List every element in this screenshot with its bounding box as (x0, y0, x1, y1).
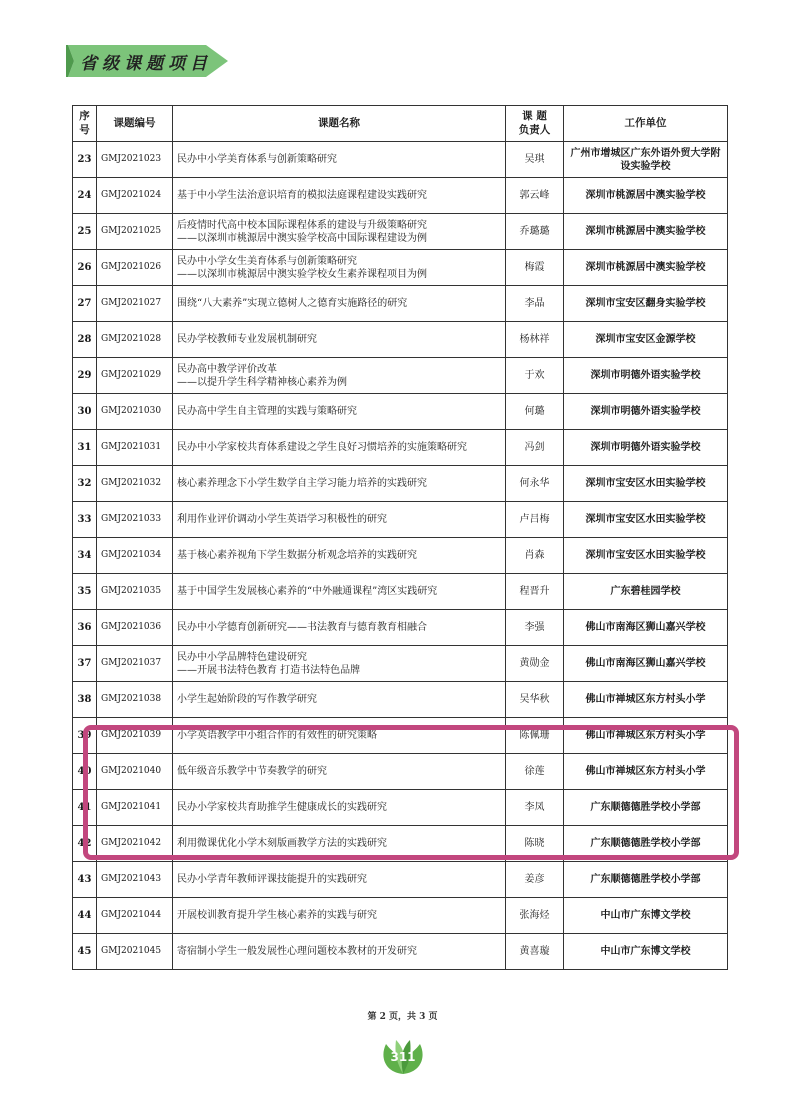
row-title: 民办高中教学评价改革 ——以提升学生科学精神核心素养为例 (173, 358, 506, 394)
row-code: GMJ2021043 (97, 862, 173, 898)
row-person: 李强 (506, 610, 564, 646)
row-index: 39 (73, 718, 97, 754)
section-banner (66, 45, 230, 77)
row-title: 低年级音乐教学中节奏教学的研究 (173, 754, 506, 790)
row-code: GMJ2021042 (97, 826, 173, 862)
row-code: GMJ2021031 (97, 430, 173, 466)
row-code: GMJ2021036 (97, 610, 173, 646)
row-title: 小学生起始阶段的写作教学研究 (173, 682, 506, 718)
row-person: 黄喜璇 (506, 934, 564, 970)
row-code: GMJ2021045 (97, 934, 173, 970)
row-title: 民办高中学生自主管理的实践与策略研究 (173, 394, 506, 430)
row-code: GMJ2021029 (97, 358, 173, 394)
row-title: 民办学校教师专业发展机制研究 (173, 322, 506, 358)
row-code: GMJ2021033 (97, 502, 173, 538)
header-person: 课 题 负责人 (506, 106, 564, 142)
row-person: 梅霞 (506, 250, 564, 286)
project-table (72, 105, 728, 970)
row-person: 何璐 (506, 394, 564, 430)
row-index: 41 (73, 790, 97, 826)
row-title: 民办中小学美育体系与创新策略研究 (173, 142, 506, 178)
row-unit: 深圳市明德外语实验学校 (564, 358, 728, 394)
row-index: 43 (73, 862, 97, 898)
row-code: GMJ2021025 (97, 214, 173, 250)
table-header-row (73, 106, 728, 142)
row-person: 于欢 (506, 358, 564, 394)
table-row (73, 754, 728, 790)
row-code: GMJ2021028 (97, 322, 173, 358)
row-index: 29 (73, 358, 97, 394)
row-index: 42 (73, 826, 97, 862)
row-title: 民办中小学家校共育体系建设之学生良好习惯培养的实施策略研究 (173, 430, 506, 466)
table-row (73, 610, 728, 646)
row-unit: 佛山市南海区狮山嘉兴学校 (564, 646, 728, 682)
row-code: GMJ2021040 (97, 754, 173, 790)
row-index: 40 (73, 754, 97, 790)
table-row (73, 646, 728, 682)
table-row (73, 358, 728, 394)
page-note: 第 2 页，共 3 页 (367, 1012, 438, 1022)
row-unit: 深圳市宝安区水田实验学校 (564, 502, 728, 538)
row-person: 乔璐璐 (506, 214, 564, 250)
row-person: 程晋升 (506, 574, 564, 610)
table-row (73, 574, 728, 610)
row-code: GMJ2021027 (97, 286, 173, 322)
row-person: 陈佩珊 (506, 718, 564, 754)
row-unit: 佛山市禅城区东方村头小学 (564, 718, 728, 754)
row-index: 28 (73, 322, 97, 358)
row-index: 33 (73, 502, 97, 538)
table-row (73, 682, 728, 718)
table-row (73, 466, 728, 502)
row-unit: 广东顺德德胜学校小学部 (564, 862, 728, 898)
row-code: GMJ2021026 (97, 250, 173, 286)
row-unit: 广东顺德德胜学校小学部 (564, 790, 728, 826)
row-title: 小学英语教学中小组合作的有效性的研究策略 (173, 718, 506, 754)
row-unit: 深圳市宝安区金源学校 (564, 322, 728, 358)
row-code: GMJ2021041 (97, 790, 173, 826)
row-person: 何永华 (506, 466, 564, 502)
row-code: GMJ2021039 (97, 718, 173, 754)
row-index: 27 (73, 286, 97, 322)
row-unit: 中山市广东博文学校 (564, 898, 728, 934)
row-index: 23 (73, 142, 97, 178)
row-title: 后疫情时代高中校本国际课程体系的建设与升级策略研究 ——以深圳市桃源居中澳实验学校高中国际课程建设为例 (173, 214, 506, 250)
row-title: 寄宿制小学生一般发展性心理问题校本教材的开发研究 (173, 934, 506, 970)
table-row (73, 502, 728, 538)
row-unit: 深圳市宝安区翻身实验学校 (564, 286, 728, 322)
row-unit: 佛山市禅城区东方村头小学 (564, 682, 728, 718)
header-title: 课题名称 (173, 106, 506, 142)
row-index: 45 (73, 934, 97, 970)
row-index: 24 (73, 178, 97, 214)
header-unit: 工作单位 (564, 106, 728, 142)
table-row (73, 538, 728, 574)
row-person: 吴华秋 (506, 682, 564, 718)
row-code: GMJ2021023 (97, 142, 173, 178)
row-code: GMJ2021038 (97, 682, 173, 718)
table-row (73, 214, 728, 250)
row-person: 杨林祥 (506, 322, 564, 358)
row-title: 开展校训教育提升学生核心素养的实践与研究 (173, 898, 506, 934)
row-title: 民办小学青年教师评课技能提升的实践研究 (173, 862, 506, 898)
row-index: 38 (73, 682, 97, 718)
row-code: GMJ2021024 (97, 178, 173, 214)
table-row (73, 718, 728, 754)
row-person: 陈晓 (506, 826, 564, 862)
row-title: 基于中国学生发展核心素养的“中外融通课程”湾区实践研究 (173, 574, 506, 610)
row-index: 32 (73, 466, 97, 502)
row-index: 36 (73, 610, 97, 646)
row-person: 徐莲 (506, 754, 564, 790)
table-row (73, 142, 728, 178)
row-person: 李凤 (506, 790, 564, 826)
row-index: 37 (73, 646, 97, 682)
header-index: 序号 (73, 106, 97, 142)
row-code: GMJ2021030 (97, 394, 173, 430)
row-code: GMJ2021037 (97, 646, 173, 682)
row-title: 利用作业评价调动小学生英语学习积极性的研究 (173, 502, 506, 538)
table-row (73, 286, 728, 322)
table-row (73, 250, 728, 286)
row-code: GMJ2021032 (97, 466, 173, 502)
row-unit: 佛山市南海区狮山嘉兴学校 (564, 610, 728, 646)
table-row (73, 178, 728, 214)
row-unit: 深圳市宝安区水田实验学校 (564, 466, 728, 502)
table-row (73, 394, 728, 430)
row-index: 30 (73, 394, 97, 430)
row-index: 34 (73, 538, 97, 574)
row-unit: 广东碧桂园学校 (564, 574, 728, 610)
row-title: 围绕“八大素养”实现立德树人之德育实施路径的研究 (173, 286, 506, 322)
row-person: 肖森 (506, 538, 564, 574)
row-index: 31 (73, 430, 97, 466)
header-code: 课题编号 (97, 106, 173, 142)
row-unit: 深圳市宝安区水田实验学校 (564, 538, 728, 574)
row-person: 姜彦 (506, 862, 564, 898)
row-person: 冯剑 (506, 430, 564, 466)
table-row (73, 322, 728, 358)
row-unit: 深圳市桃源居中澳实验学校 (564, 178, 728, 214)
row-title: 利用微课优化小学木刻版画教学方法的实践研究 (173, 826, 506, 862)
section-title: 省级课题项目 (80, 54, 212, 74)
table-row (73, 862, 728, 898)
row-unit: 深圳市明德外语实验学校 (564, 430, 728, 466)
row-title: 民办中小学女生美育体系与创新策略研究 ——以深圳市桃源居中澳实验学校女生素养课程项目为例 (173, 250, 506, 286)
row-unit: 中山市广东博文学校 (564, 934, 728, 970)
table-row (73, 826, 728, 862)
table-row (73, 934, 728, 970)
row-title: 核心素养理念下小学生数学自主学习能力培养的实践研究 (173, 466, 506, 502)
row-title: 民办小学家校共育助推学生健康成长的实践研究 (173, 790, 506, 826)
page-number: 311 (390, 1050, 416, 1064)
row-index: 25 (73, 214, 97, 250)
table-row (73, 898, 728, 934)
row-index: 26 (73, 250, 97, 286)
row-title: 基于中小学生法治意识培育的模拟法庭课程建设实践研究 (173, 178, 506, 214)
row-title: 民办中小学品牌特色建设研究 ——开展书法特色教育 打造书法特色品牌 (173, 646, 506, 682)
row-person: 张海烃 (506, 898, 564, 934)
row-unit: 深圳市明德外语实验学校 (564, 394, 728, 430)
row-code: GMJ2021035 (97, 574, 173, 610)
row-unit: 深圳市桃源居中澳实验学校 (564, 250, 728, 286)
row-person: 卢吕梅 (506, 502, 564, 538)
row-person: 黄勋金 (506, 646, 564, 682)
row-code: GMJ2021044 (97, 898, 173, 934)
row-unit: 深圳市桃源居中澳实验学校 (564, 214, 728, 250)
row-index: 35 (73, 574, 97, 610)
table-row (73, 790, 728, 826)
row-unit: 广州市增城区广东外语外贸大学附设实验学校 (564, 142, 728, 178)
table-row (73, 430, 728, 466)
row-code: GMJ2021034 (97, 538, 173, 574)
row-unit: 广东顺德德胜学校小学部 (564, 826, 728, 862)
row-person: 吴琪 (506, 142, 564, 178)
row-title: 基于核心素养视角下学生数据分析观念培养的实践研究 (173, 538, 506, 574)
row-person: 李晶 (506, 286, 564, 322)
row-person: 郭云峰 (506, 178, 564, 214)
row-title: 民办中小学德育创新研究——书法教育与德育教育相融合 (173, 610, 506, 646)
row-index: 44 (73, 898, 97, 934)
row-unit: 佛山市禅城区东方村头小学 (564, 754, 728, 790)
